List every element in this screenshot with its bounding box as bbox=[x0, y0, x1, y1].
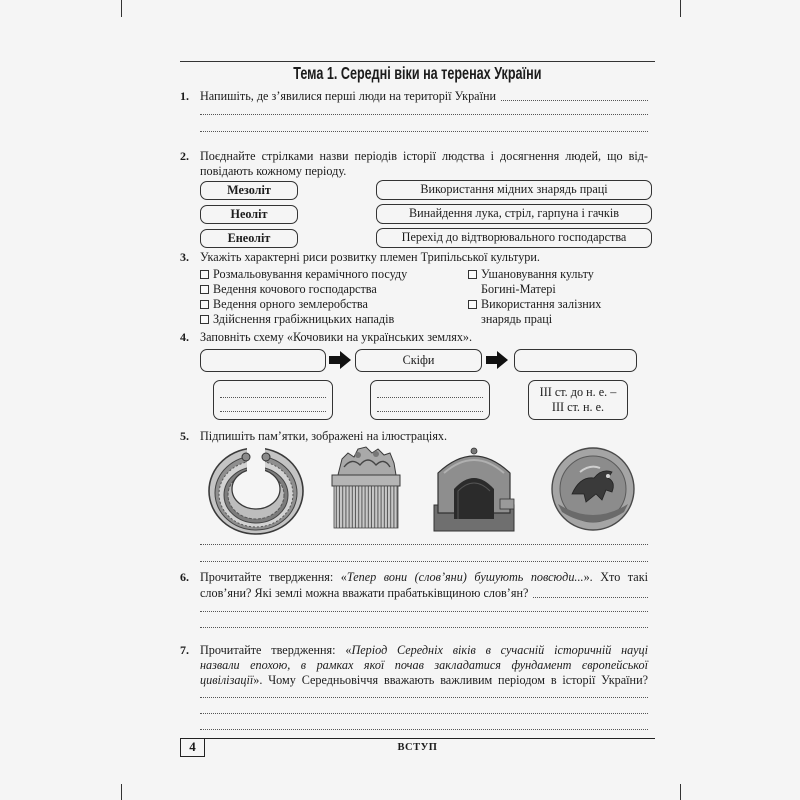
answer-line[interactable] bbox=[200, 713, 648, 714]
arrow-right-icon bbox=[329, 351, 351, 369]
checkbox[interactable] bbox=[200, 300, 209, 309]
answer-line[interactable] bbox=[200, 697, 648, 698]
period-box-mesolithic[interactable]: Мезоліт bbox=[200, 181, 298, 200]
answer-line[interactable] bbox=[200, 729, 648, 730]
task-3-text: Укажіть характерні риси розвитку племен Трипільської культури. bbox=[200, 250, 540, 264]
quote: Тепер вони (слов’яни) бушують повсюди... bbox=[346, 570, 584, 584]
arrow-right-icon bbox=[486, 351, 508, 369]
checkbox-option-continuation: Богині-Матері bbox=[481, 282, 556, 296]
period-line-1: ІІІ ст. до н. е. – bbox=[539, 385, 617, 399]
task-number: 2. bbox=[180, 149, 189, 163]
answer-line[interactable] bbox=[377, 397, 483, 398]
answer-line[interactable] bbox=[200, 544, 648, 545]
quote: Період Середніх віків в сучасній історичній науці bbox=[351, 643, 648, 657]
period-line-2: ІІІ ст. н. е. bbox=[551, 400, 605, 414]
answer-line[interactable] bbox=[200, 114, 648, 115]
checkbox[interactable] bbox=[200, 315, 209, 324]
answer-line[interactable] bbox=[200, 131, 648, 132]
task-5-text: Підпишіть пам’ятки, зображені на ілюстраціях. bbox=[200, 429, 448, 443]
achievement-box-productive-economy[interactable]: Перехід до відтворювального господарства bbox=[376, 228, 652, 248]
checkbox[interactable] bbox=[468, 300, 477, 309]
ancient-coin-icon bbox=[550, 446, 636, 532]
task-4-text: Заповніть схему «Кочовики на українських землях». bbox=[200, 330, 473, 344]
scheme-box-empty-1[interactable] bbox=[200, 349, 326, 372]
crop-mark bbox=[121, 0, 122, 17]
clay-oven-model-icon bbox=[430, 443, 518, 535]
crop-mark bbox=[121, 784, 122, 800]
scheme-box-empty-3[interactable] bbox=[514, 349, 637, 372]
task-6-text-line2: слов’яни? Які землі можна вважати прабатьківщиною слов’ян? bbox=[200, 586, 648, 601]
task-number: 6. bbox=[180, 570, 189, 584]
scheme-answer-box-2[interactable] bbox=[370, 380, 490, 420]
achievement-box-bow-arrows[interactable]: Винайдення лука, стріл, гарпуна і гачків bbox=[376, 204, 652, 224]
period-box-eneolithic[interactable]: Енеоліт bbox=[200, 229, 298, 248]
answer-line[interactable] bbox=[220, 397, 326, 398]
task-7-text-line3: цивілізації». Чому Середньовіччя вважають важливим періодом в історії України? bbox=[200, 673, 648, 687]
answer-line[interactable] bbox=[377, 411, 483, 412]
answer-line[interactable] bbox=[200, 561, 648, 562]
achievement-box-copper-tools[interactable]: Використання мідних знарядь праці bbox=[376, 180, 652, 200]
section-label: ВСТУП bbox=[397, 742, 438, 753]
checkbox-option[interactable]: Розмальовування керамічного посуду bbox=[200, 267, 407, 282]
answer-line[interactable] bbox=[200, 611, 648, 612]
task-number: 3. bbox=[180, 250, 189, 264]
scheme-period-box bbox=[528, 380, 628, 420]
task-2-text-line1: Поєднайте стрілками назви періодів історії людства і досягнення людей, що від- bbox=[200, 149, 648, 163]
task-7-text-line2: назвали епохою, в рамках якої почав закладатися фундамент європейської bbox=[200, 658, 648, 672]
answer-line[interactable] bbox=[200, 627, 648, 628]
checkbox-option-continuation: знарядь праці bbox=[481, 312, 553, 326]
page-title: Тема 1. Середні віки на теренах України bbox=[293, 63, 542, 83]
task-number: 7. bbox=[180, 643, 189, 657]
checkbox-option[interactable]: Ведення орного землеробства bbox=[200, 297, 368, 312]
checkbox-option[interactable]: Здійснення грабіжницьких нападів bbox=[200, 312, 394, 327]
checkbox[interactable] bbox=[200, 270, 209, 279]
answer-line[interactable] bbox=[501, 90, 648, 101]
checkbox[interactable] bbox=[200, 285, 209, 294]
answer-line[interactable] bbox=[533, 587, 648, 598]
checkbox-option[interactable]: Використання залізних bbox=[468, 297, 601, 312]
task-1-question bbox=[200, 89, 648, 104]
checkbox-option[interactable]: Ушановування культу bbox=[468, 267, 594, 282]
scheme-box-scythians[interactable]: Скіфи bbox=[355, 349, 482, 372]
crop-mark bbox=[680, 0, 681, 17]
task-number: 1. bbox=[180, 89, 189, 103]
scythian-comb-icon bbox=[324, 445, 408, 531]
page-number: 4 bbox=[180, 738, 205, 757]
task-number: 5. bbox=[180, 429, 189, 443]
checkbox[interactable] bbox=[468, 270, 477, 279]
task-number: 4. bbox=[180, 330, 189, 344]
task-2-text-line2: повідають кожному періоду. bbox=[200, 164, 347, 178]
footer-rule bbox=[180, 738, 655, 739]
pectoral-icon bbox=[206, 445, 306, 535]
checkbox-option[interactable]: Ведення кочового господарства bbox=[200, 282, 377, 297]
task-7-text-line1: Прочитайте твердження: «Період Середніх віків в сучасній історичній науці bbox=[200, 643, 648, 657]
task-6-text-line1: Прочитайте твердження: «Тепер вони (слов’яни) бушують повсюди...». Хто такі bbox=[200, 570, 648, 584]
crop-mark bbox=[680, 784, 681, 800]
period-box-neolithic[interactable]: Неоліт bbox=[200, 205, 298, 224]
scheme-answer-box-1[interactable] bbox=[213, 380, 333, 420]
task-1-text: Напишіть, де з’явилися перші люди на території України bbox=[200, 89, 497, 103]
answer-line[interactable] bbox=[220, 411, 326, 412]
